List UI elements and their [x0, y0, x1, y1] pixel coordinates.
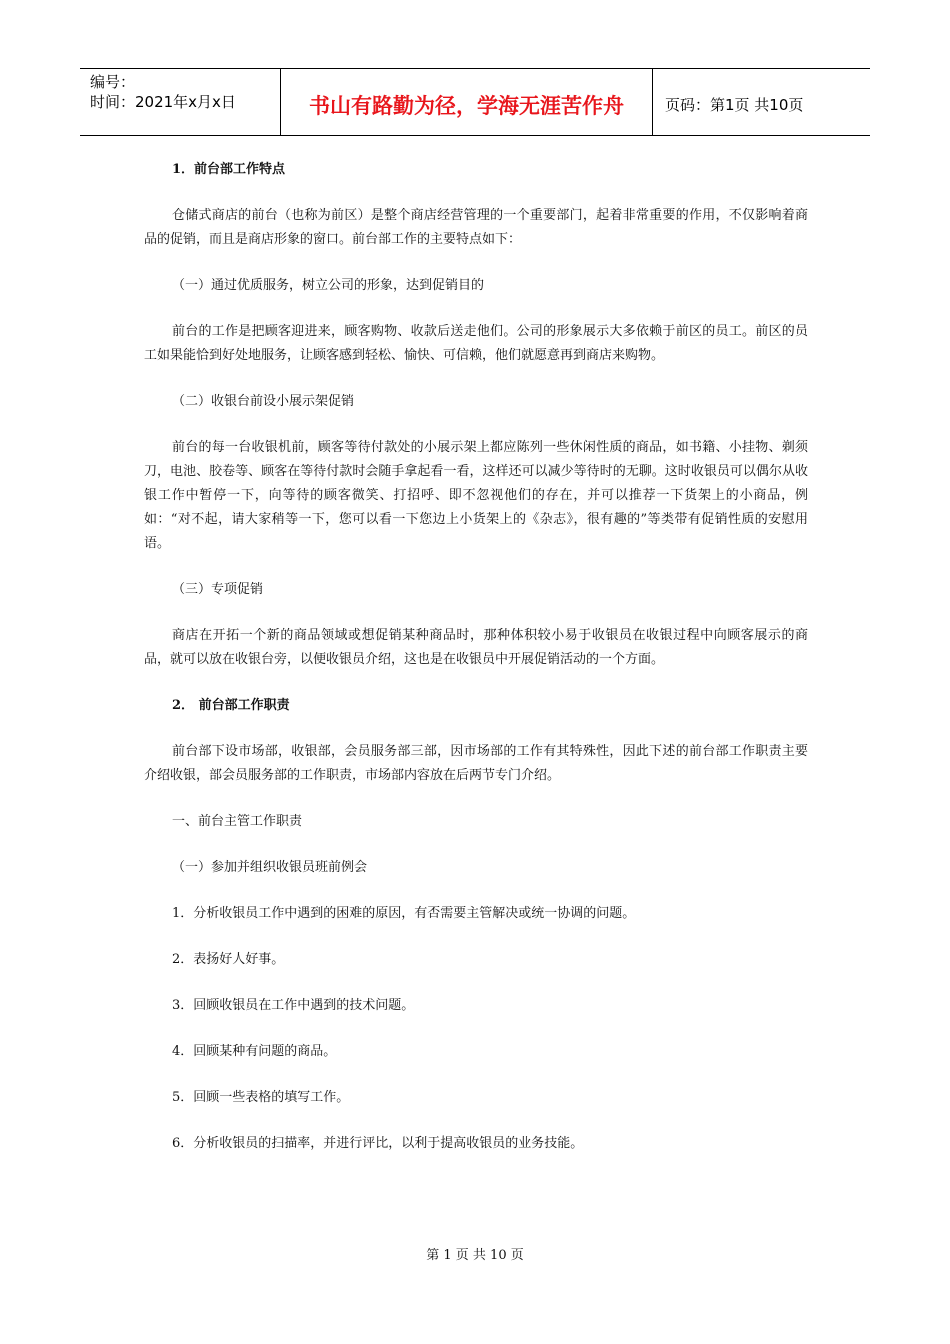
header-meta — [80, 69, 281, 135]
list-item: 3．回顾收银员在工作中遇到的技术问题。 — [172, 998, 415, 1013]
section-heading: 2． 前台部工作职责 — [172, 698, 290, 713]
time-label: 时间：2021年x月x日 — [90, 93, 236, 111]
paragraph: 前台的工作是把顾客迎进来，顾客购物、收款后送走他们。公司的形象展示大多依赖于前区的员工。前区的员工如果能恰到好处地服务，让顾客感到轻松、愉快、可信赖，他们就愿意再到商店来购物。 — [144, 324, 808, 363]
list-item: 2．表扬好人好事。 — [172, 952, 285, 967]
page-footer: 第 1 页 共 10 页 — [426, 1248, 524, 1263]
document-body — [144, 158, 808, 1178]
list-item: 5．回顾一些表格的填写工作。 — [172, 1090, 350, 1105]
code-label: 编号： — [90, 73, 136, 91]
subheading: （二）收银台前设小展示架促销 — [172, 394, 355, 409]
subheading: （三）专项促销 — [172, 582, 264, 597]
section-heading: 1．前台部工作特点 — [172, 162, 286, 177]
paragraph: 商店在开拓一个新的商品领域或想促销某种商品时，那种体积较小易于收银员在收银过程中向顾客展示的商品，就可以放在收银台旁，以便收银员介绍，这也是在收银员中开展促销活动的一个方面。 — [144, 628, 808, 667]
paragraph: 仓储式商店的前台（也称为前区）是整个商店经营管理的一个重要部门，起着非常重要的作用，不仅影响着商品的促销，而且是商店形象的窗口。前台部工作的主要特点如下： — [144, 208, 808, 247]
list-item: 1．分析收银员工作中遇到的困难的原因，有否需要主管解决或统一协调的问题。 — [172, 906, 636, 921]
subheading: 一、前台主管工作职责 — [172, 814, 303, 829]
subheading: （一）参加并组织收银员班前例会 — [172, 860, 368, 875]
list-item: 4．回顾某种有问题的商品。 — [172, 1044, 337, 1059]
motto: 书山有路勤为径，学海无涯苦作舟 — [281, 69, 653, 135]
page-info: 页码：第1页 共10页 — [665, 95, 804, 114]
paragraph: 前台部下设市场部，收银部，会员服务部三部，因市场部的工作有其特殊性，因此下述的前台部工作职责主要介绍收银，部会员服务部的工作职责，市场部内容放在后两节专门介绍。 — [144, 744, 808, 783]
paragraph: 前台的每一台收银机前，顾客等待付款处的小展示架上都应陈列一些休闲性质的商品，如书籍、小挂物、剃须刀，电池、胶卷等、顾客在等待付款时会随手拿起看一看，这样还可以减少等待时的无聊。这时收银员可以偶尔从收银工作中暂停一下，向等待的顾客微笑、打招呼、即不忽视他们的存在，并可以推荐一下货架上的小商品，例如：“对不起，请大家稍等一下，您可以看一下您边上小货架上的《杂志》，很有趣的”等类带有促销性质的安慰用语。 — [144, 440, 808, 551]
list-item: 6．分析收银员的扫描率，并进行评比，以利于提高收银员的业务技能。 — [172, 1136, 584, 1151]
page-header — [80, 68, 870, 136]
subheading: （一）通过优质服务，树立公司的形象，达到促销目的 — [172, 278, 485, 293]
